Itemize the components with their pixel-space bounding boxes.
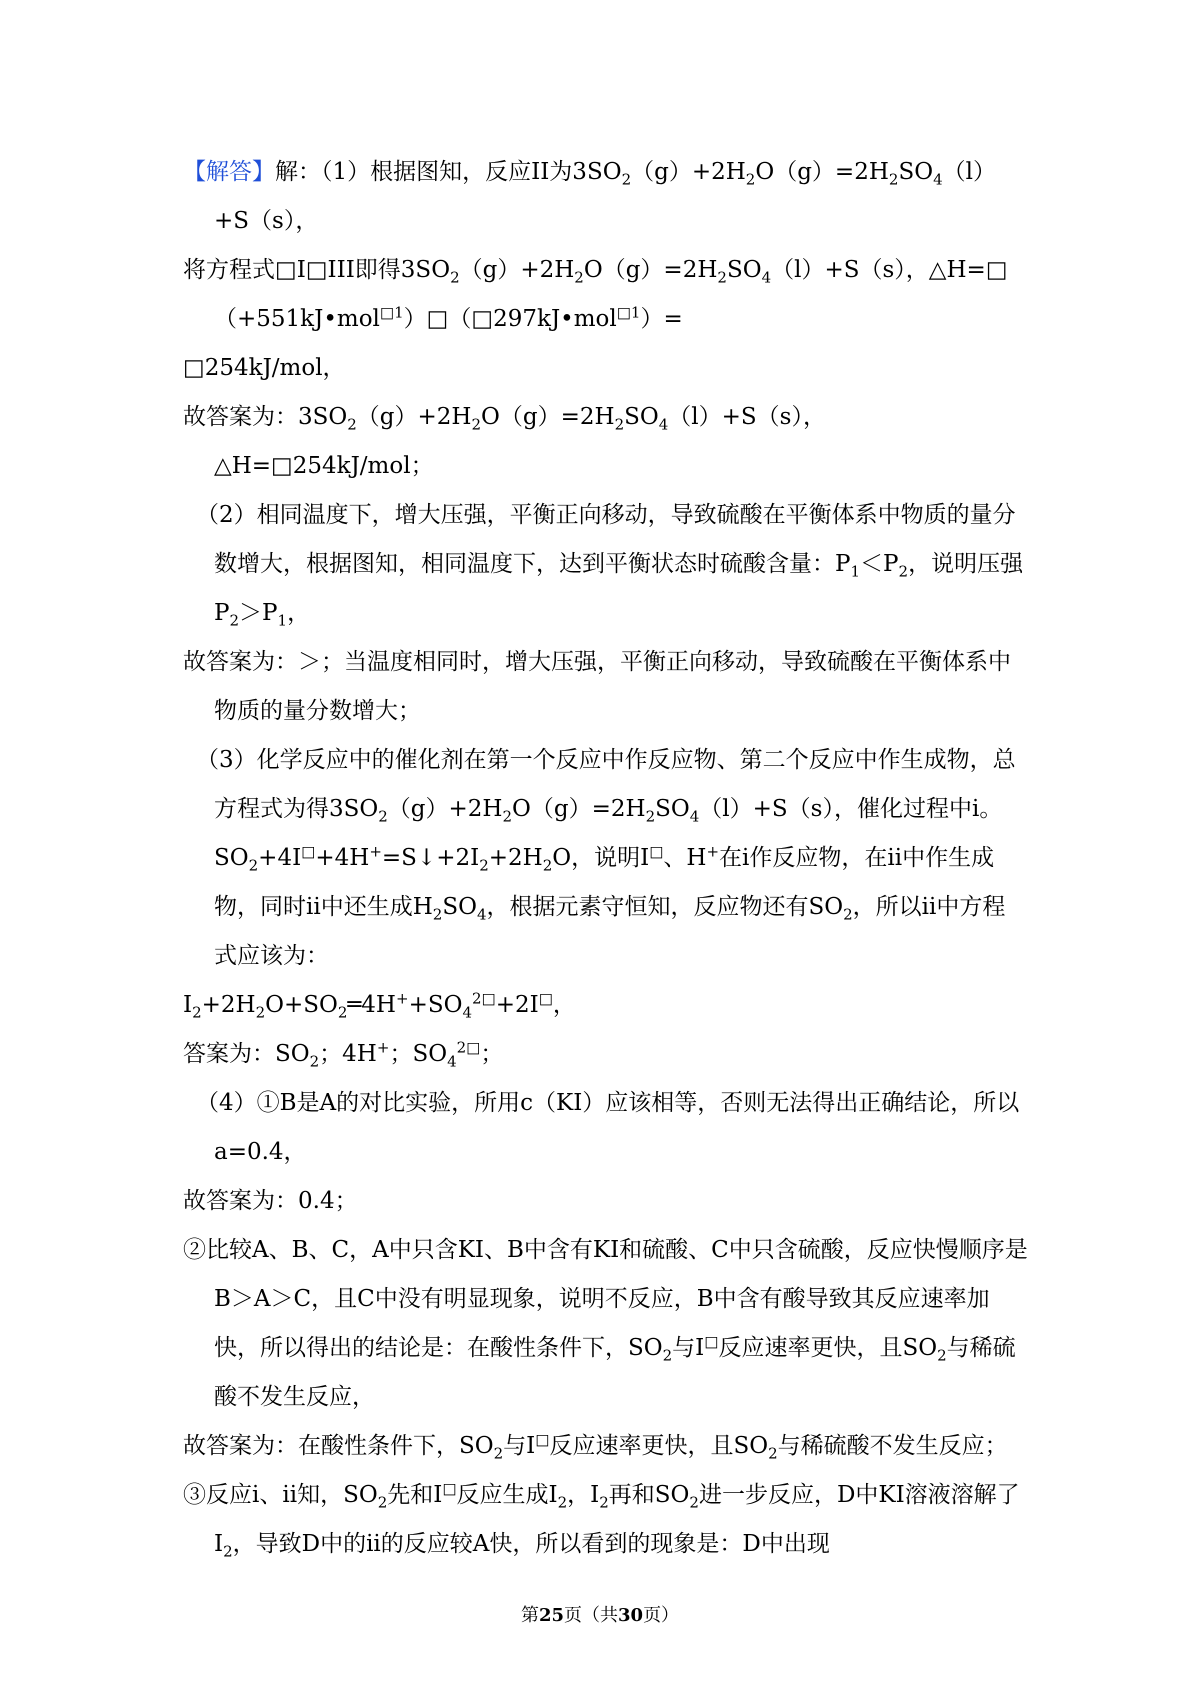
superscript: □ — [442, 1479, 457, 1498]
subscript: 2 — [223, 1542, 233, 1561]
text-run: ）□（□297kJ•mol — [403, 306, 617, 332]
superscript: □ — [649, 842, 664, 861]
subscript: 4 — [476, 905, 487, 924]
subscript: 1 — [277, 611, 288, 630]
text-run: （g）+2H — [356, 404, 472, 430]
text-run: 先和I — [387, 1482, 443, 1508]
subscript: 2 — [378, 807, 388, 826]
footer-page-number: 25 — [538, 1605, 564, 1626]
superscript: □ — [704, 1332, 719, 1351]
subscript: 1 — [850, 562, 861, 581]
text-run: SO — [898, 159, 934, 185]
subscript: 2 — [557, 1493, 568, 1512]
text-run: （g）+2H — [631, 159, 746, 185]
subscript: 2 — [662, 1346, 673, 1365]
text-run: SO — [726, 257, 762, 283]
text-run: =S↓+2I — [381, 845, 480, 871]
superscript: □1 — [616, 303, 641, 322]
text-run: +2I — [495, 992, 539, 1018]
text-run: SO — [442, 894, 477, 920]
superscript: □ — [538, 989, 553, 1008]
text-run: ②比较A、B、C，A中只含KI、B中含有KI和硫酸、C中只含硫酸，反应快慢顺序是B＞A＞C，且C中没有明显现象，说明不反应，B中含有酸导致其反应速率加快，所以得出的结论是：在酸性条件下，SO — [183, 1237, 1028, 1361]
footer-middle: 页（共 — [564, 1605, 618, 1626]
text-run: （2）相同温度下，增大压强，平衡正向移动，导致硫酸在平衡体系中物质的量分数增大，根据图知，相同温度下，达到平衡状态时硫酸含量：P — [196, 502, 1016, 577]
subscript: 4 — [689, 807, 700, 826]
text-run: O（g）=2H — [481, 404, 615, 430]
subscript: 2 — [542, 856, 553, 875]
subscript: 2 — [192, 1003, 202, 1022]
answer-line — [183, 1471, 1028, 1569]
footer-total-pages: 30 — [618, 1605, 644, 1626]
subscript: 2 — [471, 415, 482, 434]
text-run: +4H — [315, 845, 370, 871]
text-run: 再和SO — [608, 1482, 690, 1508]
text-run: ；4H — [319, 1041, 377, 1067]
answer-line — [183, 491, 1028, 638]
subscript: 2 — [645, 807, 656, 826]
subscript: 4 — [761, 268, 772, 287]
text-run: 、H — [663, 845, 707, 871]
text-run: 将方程式□I□III即得3SO — [183, 257, 451, 283]
text-run: （l）+S（s）， — [214, 159, 996, 234]
text-run: 反应速率更快，且SO — [549, 1433, 769, 1459]
text-run: O（g）=2H — [512, 796, 646, 822]
superscript: □ — [301, 842, 316, 861]
text-run: ， — [552, 992, 576, 1018]
text-run: ＜P — [860, 551, 899, 577]
answer-line — [183, 1226, 1028, 1422]
answer-line — [183, 1422, 1028, 1471]
text-run: （g）+2H — [459, 257, 575, 283]
text-run: ═4H — [347, 992, 396, 1018]
text-run: 故答案为：在酸性条件下，SO — [183, 1433, 494, 1459]
text-run: +2H — [488, 845, 543, 871]
superscript: □ — [535, 1430, 550, 1449]
text-run: ，I — [567, 1482, 600, 1508]
subscript: 2 — [937, 1346, 947, 1365]
subscript: 2 — [745, 170, 756, 189]
answer-line — [183, 344, 1028, 393]
answer-line — [183, 1030, 1028, 1079]
text-run: ， — [287, 600, 311, 626]
answer-line — [183, 981, 1028, 1030]
superscript: 2□ — [472, 989, 496, 1008]
superscript: + — [396, 989, 409, 1008]
text-run: 与I — [503, 1433, 536, 1459]
text-run: I — [183, 992, 193, 1018]
page-footer — [0, 1604, 1200, 1628]
subscript: 2 — [689, 1493, 699, 1512]
subscript: 2 — [229, 611, 240, 630]
text-run: ③反应i、ii知，SO — [183, 1482, 378, 1508]
text-run: 故答案为：＞；当温度相同时，增大压强，平衡正向移动，导致硫酸在平衡体系中物质的量分数增大； — [183, 649, 1011, 724]
text-run: （g）+2H — [387, 796, 503, 822]
text-run: 解：（1）根据图知，反应II为3SO — [275, 159, 622, 185]
answer-body — [183, 148, 1028, 1569]
subscript: 2 — [843, 905, 853, 924]
answer-line — [183, 246, 1028, 344]
text-run: 与稀硫酸不发生反应； — [777, 1433, 1008, 1459]
subscript: 2 — [717, 268, 727, 287]
answer-line — [183, 148, 1028, 246]
text-run: 在i作反应物，在ii中作生成物，同时ii中还生成H — [214, 845, 995, 920]
text-run: 与稀硫酸不发生反应， — [214, 1335, 1016, 1410]
answer-line — [183, 736, 1028, 981]
text-run: O（g）=2H — [755, 159, 889, 185]
subscript: 2 — [337, 1003, 348, 1022]
text-run: ，根据元素守恒知，反应物还有SO — [486, 894, 844, 920]
footer-prefix: 第 — [520, 1605, 539, 1626]
subscript: 2 — [614, 415, 625, 434]
text-run: （3）化学反应中的催化剂在第一个反应中作反应物、第二个反应中作生成物，总方程式为得3SO — [196, 747, 1016, 822]
superscript: + — [376, 1038, 390, 1057]
superscript: + — [369, 842, 382, 861]
subscript: 2 — [309, 1052, 320, 1071]
subscript: 2 — [377, 1493, 388, 1512]
subscript: 2 — [432, 905, 443, 924]
text-run: （l）+S（s），△H=□254kJ/mol； — [214, 404, 826, 479]
subscript: 2 — [599, 1493, 609, 1512]
text-run: （l）+S（s），△H=□（+551kJ•mol — [214, 257, 1008, 332]
subscript: 2 — [768, 1444, 778, 1463]
text-run: +SO — [408, 992, 463, 1018]
text-run: 故答案为：3SO — [183, 404, 348, 430]
text-run: SO — [624, 404, 659, 430]
text-run: □254kJ/mol， — [183, 355, 346, 381]
subscript: 2 — [255, 1003, 266, 1022]
text-run: ；SO — [389, 1041, 448, 1067]
answer-line — [183, 1079, 1028, 1177]
text-run: O（g）=2H — [583, 257, 718, 283]
footer-suffix: 页） — [643, 1605, 680, 1626]
subscript: 2 — [621, 170, 632, 189]
subscript: 2 — [574, 268, 584, 287]
text-run: 反应速率更快，且SO — [718, 1335, 938, 1361]
subscript: 2 — [888, 170, 899, 189]
subscript: 4 — [658, 415, 669, 434]
text-run: （4）①B是A的对比实验，所用c（KI）应该相等，否则无法得出正确结论，所以a=0.4， — [196, 1090, 1020, 1165]
subscript: 4 — [462, 1003, 473, 1022]
text-run: O+SO — [265, 992, 338, 1018]
text-run: ，说明压强P — [214, 551, 1024, 626]
text-run: ，所以ii中方程式应该为： — [214, 894, 1006, 969]
superscript: □1 — [379, 303, 404, 322]
subscript: 4 — [447, 1052, 457, 1071]
text-run: 答案为：SO — [183, 1041, 310, 1067]
superscript: + — [706, 842, 720, 861]
text-run: +2H — [201, 992, 256, 1018]
text-run: 进一步反应，D中KI溶液溶解了I — [214, 1482, 1020, 1557]
answer-line — [183, 638, 1028, 736]
superscript: 2□ — [456, 1038, 481, 1057]
subscript: 2 — [450, 268, 460, 287]
text-run: 与I — [672, 1335, 705, 1361]
answer-line — [183, 393, 1028, 491]
subscript: 4 — [933, 170, 943, 189]
text-run: ； — [480, 1041, 504, 1067]
text-run: 反应生成I — [456, 1482, 558, 1508]
subscript: 2 — [248, 856, 259, 875]
subscript: 2 — [347, 415, 357, 434]
text-run: ）= — [640, 306, 683, 332]
subscript: 2 — [898, 562, 909, 581]
text-run: 故答案为：0.4； — [183, 1188, 358, 1214]
text-run: ＞P — [239, 600, 278, 626]
subscript: 2 — [502, 807, 513, 826]
subscript: 2 — [493, 1444, 504, 1463]
text-run: （l）+S（s），催化过程中i。SO — [214, 796, 1003, 871]
answer-line — [183, 1177, 1028, 1226]
text-run: SO — [655, 796, 690, 822]
text-run: O，说明I — [552, 845, 650, 871]
text-run: ，导致D中的ii的反应较A快，所以看到的现象是：D中出现 — [232, 1531, 830, 1557]
answer-label: 【解答】 — [183, 159, 275, 185]
text-run: +4I — [258, 845, 302, 871]
subscript: 2 — [479, 856, 489, 875]
